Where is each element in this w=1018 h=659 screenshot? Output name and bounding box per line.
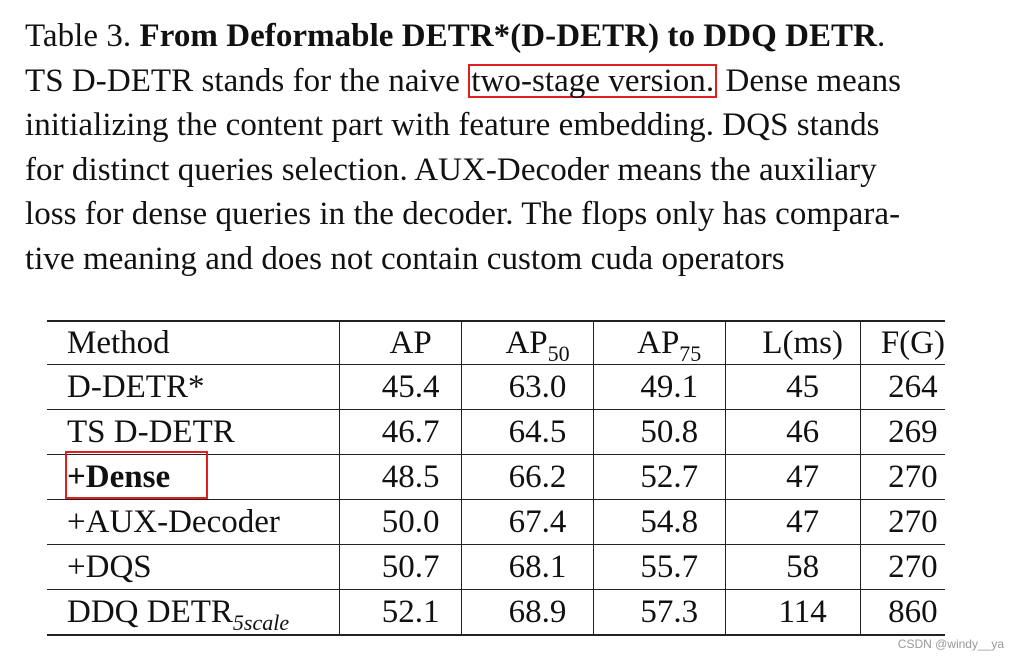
caption-line-4: for distinct queries selection. AUX-Decoder means the auxiliary [25, 151, 877, 188]
table-row [47, 365, 945, 410]
cell-flops: 264 [860, 365, 945, 410]
cell-ap: 50.7 [339, 545, 461, 590]
table-row [47, 455, 945, 500]
cell-ap: 52.1 [339, 590, 461, 636]
cell-flops: 270 [860, 500, 945, 545]
cell-flops: 269 [860, 410, 945, 455]
cell-flops: 860 [860, 590, 945, 636]
caption-line-5: loss for dense queries in the decoder. The flops only has compara- [25, 196, 901, 232]
cell-method: DDQ $DETR_{5scale}$ [47, 590, 339, 636]
cell-method [47, 455, 339, 500]
watermark: CSDN @windy__ya [897, 637, 1004, 651]
header-method: Method [47, 321, 339, 365]
caption-line2-pre: TS D-DETR stands for the naive [25, 62, 469, 99]
cell-latency: 47 [725, 500, 860, 545]
cell-ap50: 63.0 [462, 365, 594, 410]
caption-lead: Table 3. [25, 18, 132, 54]
header-ap75: $AP_{75}$ [593, 321, 725, 365]
cell-flops: 270 [860, 455, 945, 500]
results-table [47, 320, 945, 636]
header-latency: L(ms) [725, 321, 860, 365]
caption-title-end: . [876, 18, 886, 54]
cell-flops: 270 [860, 545, 945, 590]
header-ap: AP [339, 321, 461, 365]
cell-ap50: 64.5 [462, 410, 594, 455]
header-ap50: $AP_{50}$ [462, 321, 594, 365]
caption-line-2 [25, 59, 975, 104]
cell-ap: 45.4 [339, 365, 461, 410]
cell-ap50: 68.1 [462, 545, 594, 590]
cell-ap75: 55.7 [593, 545, 725, 590]
caption-line-6: tive meaning and does not contain custom cuda operators [25, 240, 785, 277]
table-row [47, 410, 945, 455]
cell-latency: 46 [725, 410, 860, 455]
caption-line-3: initializing the content part with feature embedding. DQS stands [25, 107, 880, 143]
cell-method: +AUX-Decoder [47, 500, 339, 545]
cell-ap75: 54.8 [593, 500, 725, 545]
table-row [47, 500, 945, 545]
caption-line2-post: Dense means [717, 62, 902, 99]
table-header-row [47, 321, 945, 365]
cell-ap50: 66.2 [462, 455, 594, 500]
caption-bold-title: From Deformable DETR*(D-DETR) to DDQ DETR [139, 18, 877, 54]
cell-ap75: 50.8 [593, 410, 725, 455]
cell-ap75: 52.7 [593, 455, 725, 500]
cell-method: +DQS [47, 545, 339, 590]
cell-ap: 50.0 [339, 500, 461, 545]
cell-latency: 58 [725, 545, 860, 590]
cell-latency: 45 [725, 365, 860, 410]
table-row [47, 545, 945, 590]
header-flops: F(G) [860, 321, 945, 365]
cell-latency: 114 [725, 590, 860, 636]
caption-line-1 [25, 14, 975, 59]
highlighted-phrase: two-stage version. [468, 64, 717, 98]
cell-method: TS D-DETR [47, 410, 339, 455]
cell-ap: 48.5 [339, 455, 461, 500]
table-row [47, 590, 945, 636]
cell-ap50: 68.9 [462, 590, 594, 636]
cell-ap75: 57.3 [593, 590, 725, 636]
cell-ap75: 49.1 [593, 365, 725, 410]
cell-ap50: 67.4 [462, 500, 594, 545]
highlighted-method: +Dense [67, 459, 170, 496]
table-caption [25, 14, 975, 281]
cell-latency: 47 [725, 455, 860, 500]
cell-ap: 46.7 [339, 410, 461, 455]
cell-method: D-DETR* [47, 365, 339, 410]
